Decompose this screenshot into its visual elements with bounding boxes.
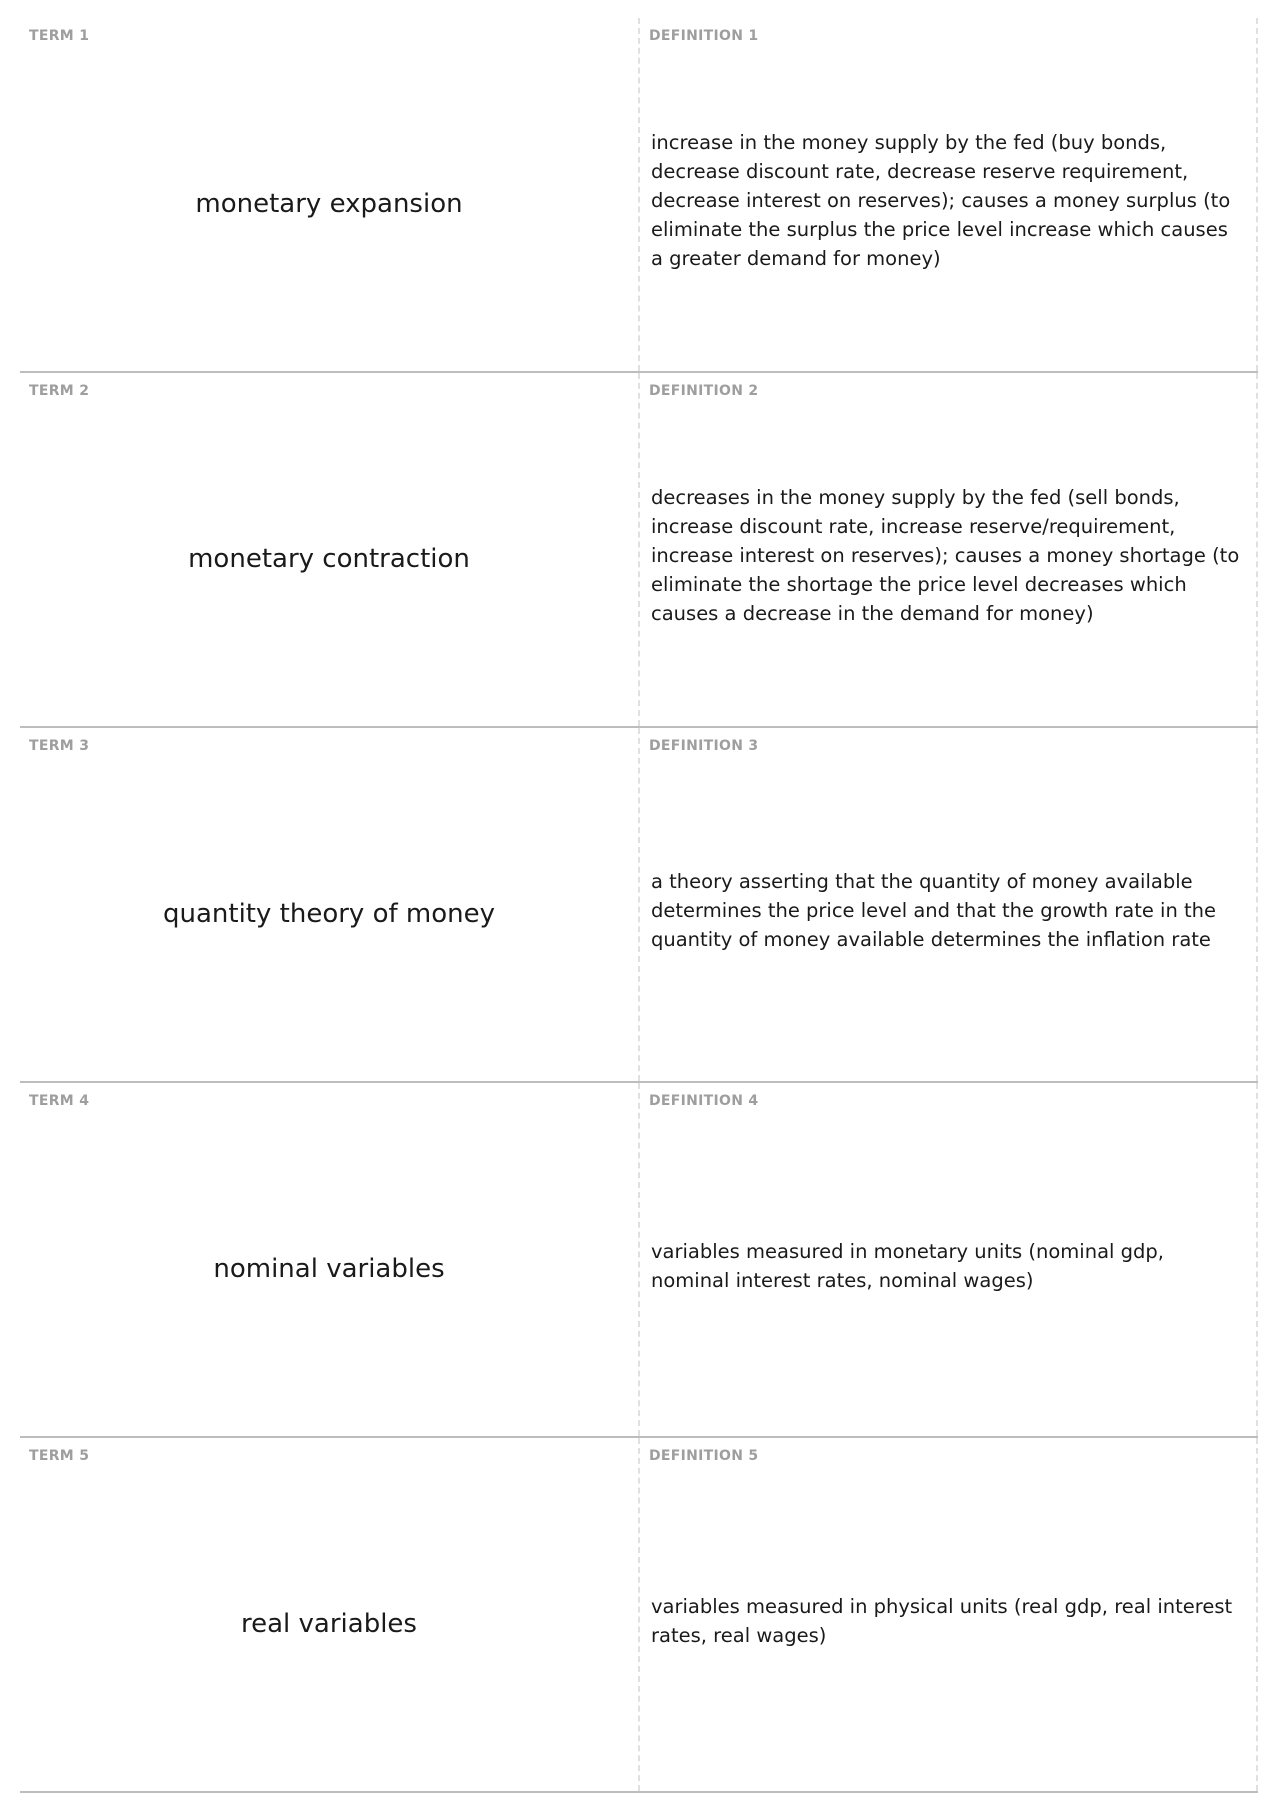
- term-label: TERM 1: [29, 28, 90, 44]
- term-text: [20, 361, 638, 726]
- definition-cell: [640, 1083, 1258, 1436]
- term-cell: [20, 728, 640, 1081]
- definition-value: variables measured in physical units (real gdp, real interest rates, real wages): [651, 1594, 1233, 1647]
- definition-text: [651, 1420, 1244, 1791]
- definition-label: DEFINITION 4: [649, 1093, 759, 1109]
- term-cell: [20, 1438, 640, 1791]
- term-value: real variables: [241, 1608, 417, 1639]
- term-cell: [20, 373, 640, 726]
- definition-label: DEFINITION 1: [649, 28, 759, 44]
- term-text: [20, 1426, 638, 1791]
- definition-value: decreases in the money supply by the fed (sell bonds, increase discount rate, increase reserve/requirement, increase interest on reserves); causes a money shortage (to eliminate the shortage the price level decreases which causes a decrease in the demand for money): [651, 486, 1240, 625]
- flashcard-row: [20, 728, 1258, 1083]
- term-value: monetary contraction: [188, 543, 470, 574]
- definition-text: [651, 0, 1244, 371]
- definition-cell: [640, 1438, 1258, 1791]
- term-label: TERM 4: [29, 1093, 90, 1109]
- term-text: [20, 6, 638, 371]
- definition-label: DEFINITION 2: [649, 383, 759, 399]
- term-cell: [20, 18, 640, 371]
- flashcard-row: [20, 1438, 1258, 1793]
- term-value: nominal variables: [213, 1253, 445, 1284]
- flashcard-row: [20, 1083, 1258, 1438]
- term-value: quantity theory of money: [163, 898, 495, 929]
- flashcard-row: [20, 18, 1258, 373]
- term-label: TERM 5: [29, 1448, 90, 1464]
- definition-value: a theory asserting that the quantity of money available determines the price level and that the growth rate in the quantity of money available determines the inflation rate: [651, 870, 1217, 951]
- term-label: TERM 2: [29, 383, 90, 399]
- term-text: [20, 716, 638, 1081]
- definition-value: variables measured in monetary units (nominal gdp, nominal interest rates, nominal wages): [651, 1239, 1164, 1292]
- definition-text: [651, 1065, 1244, 1436]
- term-text: [20, 1071, 638, 1436]
- definition-cell: [640, 728, 1258, 1081]
- term-label: TERM 3: [29, 738, 90, 754]
- definition-label: DEFINITION 5: [649, 1448, 759, 1464]
- term-value: monetary expansion: [195, 188, 463, 219]
- definition-value: increase in the money supply by the fed (buy bonds, decrease discount rate, decrease reserve requirement, decrease interest on reserves); causes a money surplus (to eliminate the surplus the price level increase which causes a greater demand for money): [651, 131, 1231, 270]
- flashcard-row: [20, 373, 1258, 728]
- definition-text: [651, 710, 1244, 1081]
- term-cell: [20, 1083, 640, 1436]
- definition-text: [651, 355, 1244, 726]
- definition-cell: [640, 18, 1258, 371]
- definition-label: DEFINITION 3: [649, 738, 759, 754]
- flashcard-sheet: [20, 18, 1258, 1793]
- definition-cell: [640, 373, 1258, 726]
